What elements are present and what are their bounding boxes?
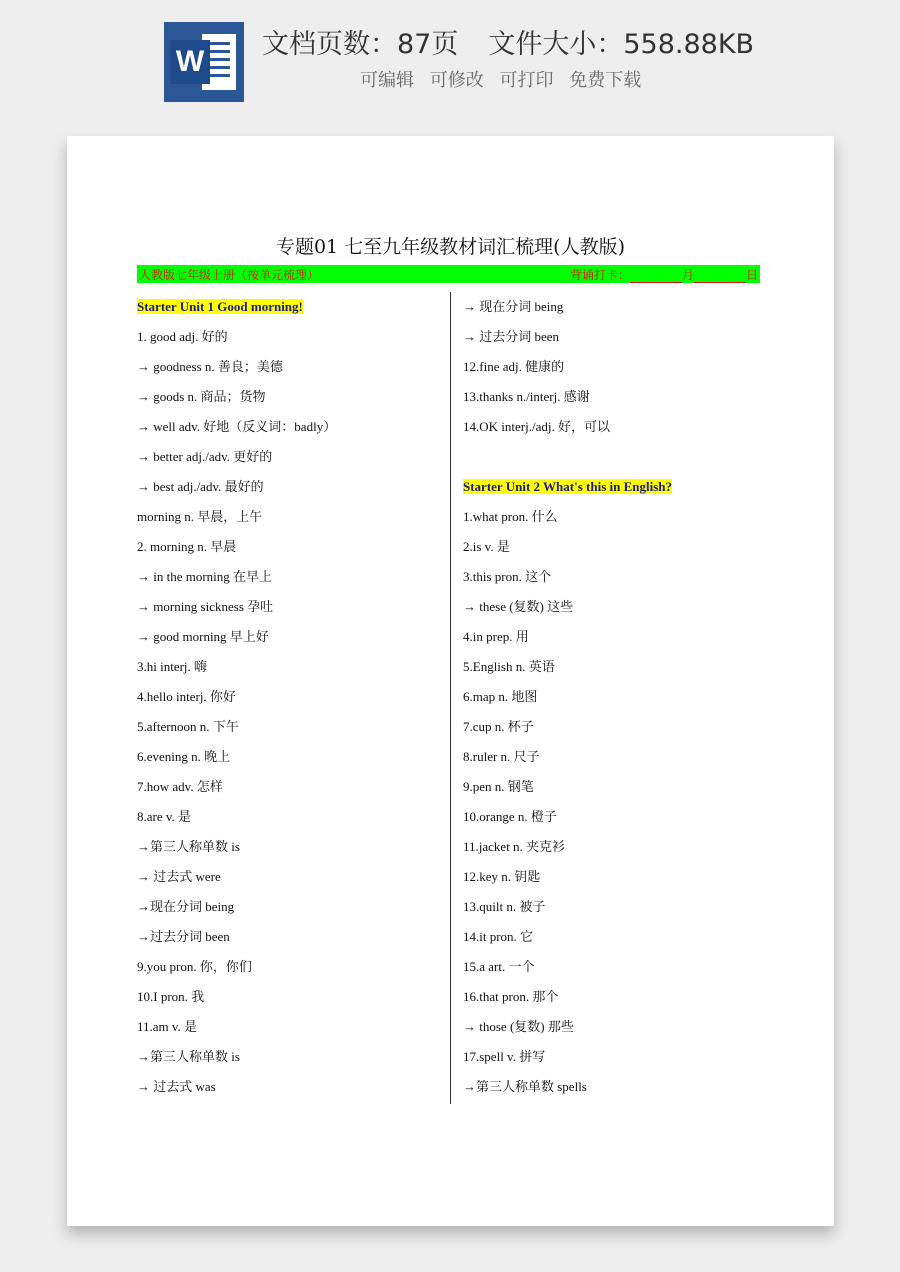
- vocab-entry: → goods n. 商品；货物: [137, 389, 266, 404]
- unit-heading-text: Starter Unit 1 Good morning!: [137, 299, 303, 314]
- document-page: [67, 136, 834, 1226]
- file-info: [262, 22, 754, 58]
- day-label: 日: [745, 268, 758, 282]
- vocab-entry: 12.key n. 钥匙: [463, 869, 541, 884]
- vocab-entry: → better adj./adv. 更好的: [137, 449, 273, 464]
- vocab-entry: → good morning 早上好: [137, 629, 269, 644]
- vocab-entry: 10.orange n. 橙子: [463, 809, 557, 824]
- vocab-entry: 3.hi interj. 嗨: [137, 659, 208, 674]
- tag-free-download: 免费下载: [569, 70, 642, 91]
- feature-tags: [360, 66, 651, 92]
- vocab-entry: → morning sickness 孕吐: [137, 599, 274, 614]
- vocab-entry: 17.spell v. 拼写: [463, 1049, 546, 1064]
- vocab-entry: → 过去分词 been: [463, 329, 560, 344]
- vocab-entry: 1. good adj. 好的: [137, 329, 228, 344]
- vocab-entry: 14.it pron. 它: [463, 929, 534, 944]
- vocab-entry: 1.what pron. 什么: [463, 509, 558, 524]
- vocab-entry: → in the morning 在早上: [137, 569, 273, 584]
- tag-editable: 可编辑: [360, 70, 414, 91]
- month-blank: [630, 270, 682, 283]
- vocab-entry: morning n. 早晨，上午: [137, 509, 263, 524]
- vocab-entry: 12.fine adj. 健康的: [463, 359, 565, 374]
- grade-label: 人教版七年级上册（按单元梳理）: [139, 268, 320, 282]
- vocab-entry: 7.cup n. 杯子: [463, 719, 534, 734]
- section-bar: [137, 265, 760, 283]
- tag-modifiable: 可修改: [429, 70, 484, 91]
- unit-heading: [137, 297, 443, 327]
- vocab-entry: 6.map n. 地图: [463, 689, 538, 704]
- vocab-entry: 8.are v. 是: [137, 809, 192, 824]
- vocab-entry: → goodness n. 善良；美德: [137, 359, 283, 374]
- vocab-entry: →现在分词 being: [137, 899, 235, 914]
- vocab-entry: 5.English n. 英语: [463, 659, 555, 674]
- vocab-entry: 8.ruler n. 尺子: [463, 749, 540, 764]
- vocab-entry: 5.afternoon n. 下午: [137, 719, 239, 734]
- vocab-entry: 13.quilt n. 被子: [463, 899, 546, 914]
- checkin-prefix: 背诵打卡：: [569, 268, 630, 282]
- vocab-entry: 10.I pron. 我: [137, 989, 205, 1004]
- file-size: 文件大小：558.88KB: [488, 29, 755, 60]
- vocab-entry: 2. morning n. 早晨: [137, 539, 237, 554]
- vocab-entry: → 现在分词 being: [463, 299, 564, 314]
- vocab-entry: →第三人称单数 spells: [463, 1079, 587, 1094]
- left-vocab-column: [137, 297, 443, 1107]
- checkin-label: [570, 266, 758, 283]
- vocab-entry: 2.is v. 是: [463, 539, 510, 554]
- month-label: 月: [681, 268, 694, 282]
- vocab-entry: 11.jacket n. 夹克衫: [463, 839, 566, 854]
- right-vocab-column: [463, 297, 763, 1107]
- vocab-entry: →第三人称单数 is: [137, 1049, 240, 1064]
- vocab-entry: 4.hello interj. 你好: [137, 689, 236, 704]
- vocab-entry: → those (复数) 那些: [463, 1019, 574, 1034]
- vocab-entry: 11.am v. 是: [137, 1019, 198, 1034]
- vocab-entry: 14.OK interj./adj. 好，可以: [463, 419, 610, 434]
- vocab-entry: → well adv. 好地（反义词：badly）: [137, 419, 337, 434]
- vocab-entry: →过去分词 been: [137, 929, 230, 944]
- word-letter: W: [170, 40, 210, 84]
- vocab-entry: 6.evening n. 晚上: [137, 749, 231, 764]
- vocab-entry: → 过去式 was: [137, 1079, 216, 1094]
- unit-heading-text: Starter Unit 2 What's this in English?: [463, 479, 673, 494]
- page-count: 文档页数：87页: [262, 29, 459, 60]
- vocab-entry: → best adj./adv. 最好的: [137, 479, 264, 494]
- word-document-icon: [164, 22, 244, 102]
- vocab-entry: → 过去式 were: [137, 869, 221, 884]
- vocab-entry: 7.how adv. 怎样: [137, 779, 223, 794]
- vocab-entry: 9.pen n. 钢笔: [463, 779, 534, 794]
- vocab-entry: → these (复数) 这些: [463, 599, 574, 614]
- vocab-entry: 3.this pron. 这个: [463, 569, 552, 584]
- vocab-entry: 13.thanks n./interj. 感谢: [463, 389, 590, 404]
- day-blank: [694, 270, 746, 283]
- vocab-entry: 15.a art. 一个: [463, 959, 535, 974]
- unit-heading: [463, 477, 763, 507]
- document-title: 专题01 七至九年级教材词汇梳理(人教版): [275, 236, 626, 258]
- tag-printable: 可打印: [499, 70, 554, 91]
- column-divider: [450, 292, 451, 1104]
- vocab-entry: →第三人称单数 is: [137, 839, 240, 854]
- blank-line: [463, 447, 763, 477]
- vocab-entry: 4.in prep. 用: [463, 629, 529, 644]
- vocab-entry: 16.that pron. 那个: [463, 989, 559, 1004]
- vocab-entry: 9.you pron. 你，你们: [137, 959, 252, 974]
- download-header: [0, 0, 900, 120]
